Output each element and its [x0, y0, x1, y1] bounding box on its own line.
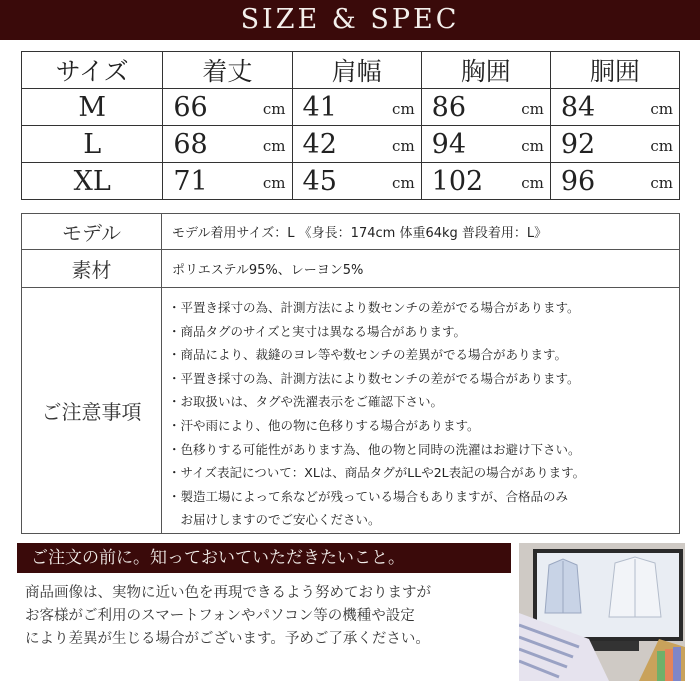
unit-label: cm — [521, 174, 544, 192]
caution-title: ご注文の前に。知っておいていただきたいこと。 — [31, 548, 405, 568]
notes-label: ご注意事項 — [22, 288, 162, 534]
header-title: SIZE & SPEC — [240, 4, 460, 35]
value-number: 71 — [173, 165, 208, 197]
spec-row-model — [22, 214, 680, 250]
value-cell — [163, 126, 292, 163]
value-cell — [550, 126, 679, 163]
value-cell — [292, 89, 421, 126]
caution-text — [17, 582, 519, 651]
unit-label: cm — [392, 174, 415, 192]
unit-label: cm — [262, 100, 286, 118]
header-cell-shoulder: 肩幅 — [292, 52, 421, 89]
unit-label: cm — [650, 137, 673, 155]
note-item: ・サイズ表記について：XLは、商品タグがLLや2L表記の場合があります。 — [168, 465, 586, 481]
caution-line: 商品画像は、実物に近い色を再現できるよう努めておりますが — [25, 585, 431, 601]
value-number: 42 — [302, 128, 337, 160]
note-item: ・商品により、裁縫のヨレ等や数センチの差異がでる場合があります。 — [168, 347, 568, 363]
unit-label: cm — [262, 137, 286, 155]
value-cell — [550, 89, 679, 126]
size-label: M — [22, 89, 163, 126]
value-number: 84 — [560, 91, 596, 123]
unit-label: cm — [521, 137, 544, 155]
value-number: 94 — [431, 128, 467, 160]
model-value: モデル着用サイズ：L 《身長：174cm 体重64kg 普段着用：L》 — [162, 214, 680, 250]
caution-title-bar — [17, 543, 511, 573]
note-item: ・汗や雨により、他の物に色移りする場合があります。 — [168, 417, 480, 433]
value-number: 45 — [302, 165, 337, 197]
size-row-xl — [22, 163, 680, 200]
value-cell — [292, 126, 421, 163]
value-cell — [550, 163, 679, 200]
value-cell — [163, 89, 292, 126]
value-number: 86 — [431, 91, 467, 123]
value-cell — [421, 126, 550, 163]
caution-line: お客様がご利用のスマートフォンやパソコン等の機種や設定 — [25, 608, 415, 624]
size-table-header-row — [22, 52, 680, 89]
value-number: 66 — [173, 91, 208, 123]
model-label: モデル — [22, 214, 162, 250]
unit-label: cm — [650, 100, 673, 118]
section-header — [0, 0, 700, 40]
unit-label: cm — [392, 100, 415, 118]
value-cell — [421, 163, 550, 200]
spec-row-notes — [22, 288, 680, 534]
note-item: お届けしますのでご安心ください。 — [168, 512, 381, 528]
value-number: 102 — [431, 165, 484, 197]
value-number: 68 — [173, 128, 208, 160]
value-number: 92 — [560, 128, 596, 160]
spec-row-material — [22, 250, 680, 288]
size-label: L — [22, 126, 163, 163]
spec-table — [21, 213, 680, 534]
header-cell-size: サイズ — [22, 52, 163, 89]
value-cell — [292, 163, 421, 200]
size-row-m — [22, 89, 680, 126]
size-table — [21, 51, 680, 200]
material-label: 素材 — [22, 250, 162, 288]
notes-list — [164, 289, 678, 532]
header-cell-waist: 胴囲 — [550, 52, 679, 89]
unit-label: cm — [262, 174, 286, 192]
unit-label: cm — [392, 137, 415, 155]
value-cell — [421, 89, 550, 126]
unit-label: cm — [650, 174, 673, 192]
material-value: ポリエステル95%、レーヨン5% — [162, 250, 680, 288]
size-label: XL — [22, 163, 163, 200]
note-item: ・商品タグのサイズと実寸は異なる場合があります。 — [168, 323, 467, 339]
notes-cell — [162, 288, 680, 534]
unit-label: cm — [521, 100, 544, 118]
value-number: 41 — [302, 91, 337, 123]
note-item: ・平置き採寸の為、計測方法により数センチの差がでる場合があります。 — [168, 370, 580, 386]
size-row-l — [22, 126, 680, 163]
value-number: 96 — [560, 165, 596, 197]
caution-line: により差異が生じる場合がございます。予めご了承ください。 — [25, 631, 430, 647]
note-item: ・色移りする可能性があります為、他の物と同時の洗濯はお避け下さい。 — [168, 441, 581, 457]
monitor-shirt-illustration — [519, 543, 685, 681]
product-photo — [519, 543, 685, 681]
note-item: ・お取扱いは、タグや洗濯表示をご確認下さい。 — [168, 394, 444, 410]
note-item: ・平置き採寸の為、計測方法により数センチの差がでる場合があります。 — [168, 300, 580, 315]
note-item: ・製造工場によって糸などが残っている場合もありますが、合格品のみ — [168, 488, 569, 504]
header-cell-length: 着丈 — [163, 52, 292, 89]
header-cell-chest: 胸囲 — [421, 52, 550, 89]
value-cell — [163, 163, 292, 200]
